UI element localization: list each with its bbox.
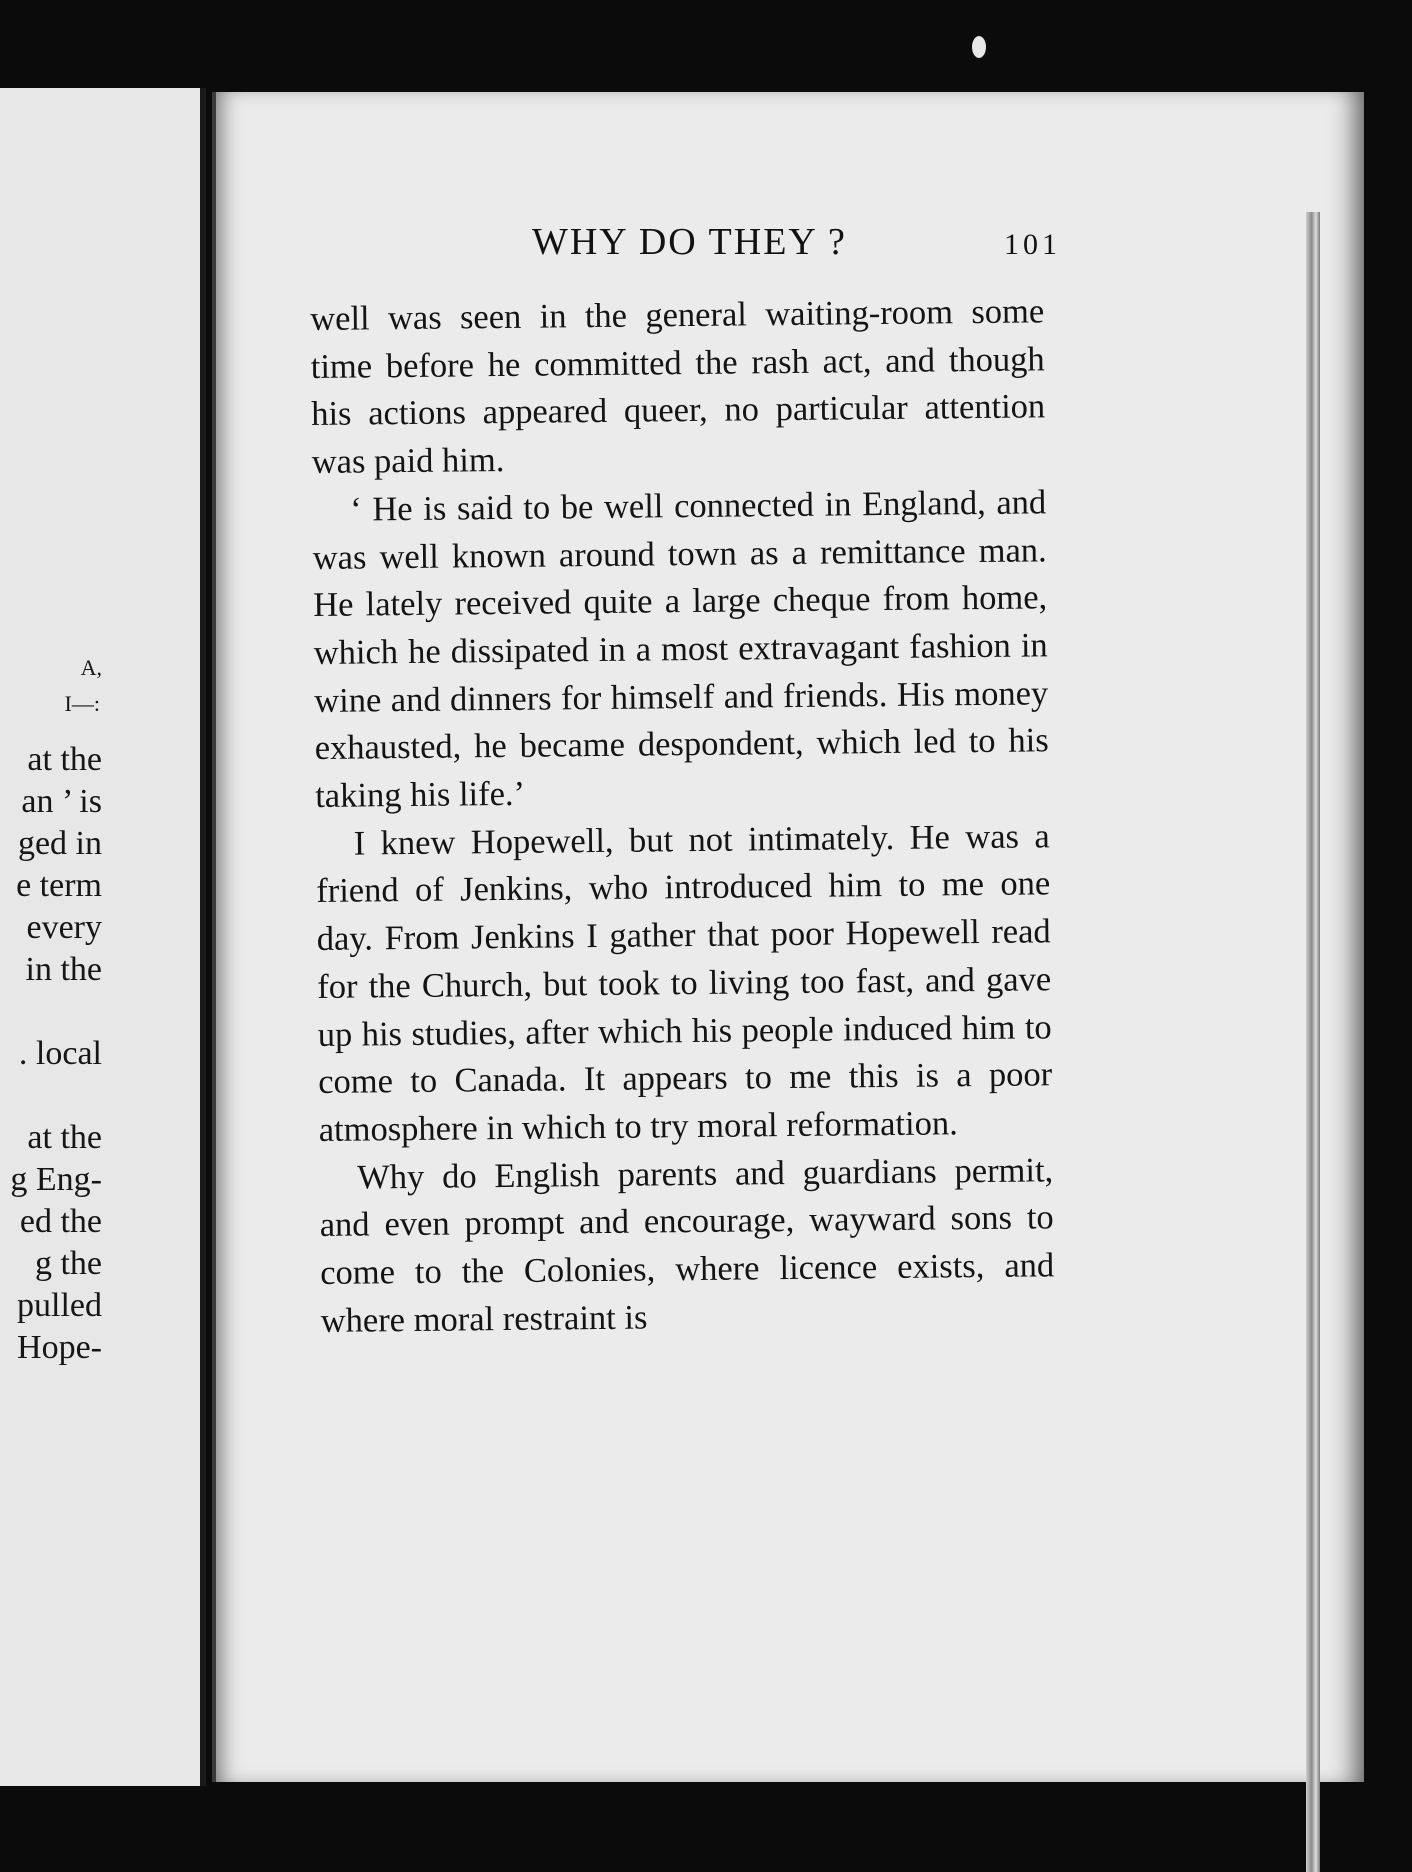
left-line: at the [27,1119,102,1156]
left-page [0,88,206,1786]
left-line: e term [16,867,102,904]
left-line: every [26,909,102,946]
left-line: at the [27,741,102,778]
right-page [212,92,1364,1782]
dust-speck [972,36,986,58]
left-line: Hope- [17,1329,102,1366]
page-edge [1306,212,1320,1872]
left-line: . local [18,1035,102,1072]
paragraph: Why do English parents and guardians permit, and even prompt and encourage, wayward sons to come to the Colonies, where licence exists, and where moral restraint is [319,1150,1055,1340]
left-line: A, [80,655,102,680]
body-text [310,288,1055,1345]
left-line: in the [25,951,102,988]
left-line: an ’ is [21,783,102,820]
left-line: pulled [17,1287,102,1324]
left-line: I—: [64,691,100,716]
page-number: 101 [1004,228,1061,261]
running-head: WHY DO THEY ? [532,221,847,263]
paragraph: well was seen in the general waiting-room some time before he committed the rash act, and though his actions appeared queer, no particular attention was paid him. [310,292,1046,482]
paragraph: I knew Hopewell, but not intimately. He was a friend of Jenkins, who introduced him to me one day. From Jenkins I gather that poor Hopewell read for the Church, but took to living too fast, and gave up his studies, after which his people induced him to come to Canada. It appears to me this is a poor atmosphere in which to try moral reformation. [316,817,1053,1149]
left-line: ed the [19,1203,102,1240]
left-line: g Eng- [10,1161,102,1198]
left-line: g the [34,1245,102,1282]
left-line: ged in [17,825,102,862]
paragraph: ‘ He is said to be well connected in England, and was well known around town as a remittance man. He lately received quite a large cheque from home, which he dissipated in a most extravagant fashion in wine and dinners for himself and friends. His money exhausted, he became despondent, which led to his taking his life.’ [312,483,1049,816]
